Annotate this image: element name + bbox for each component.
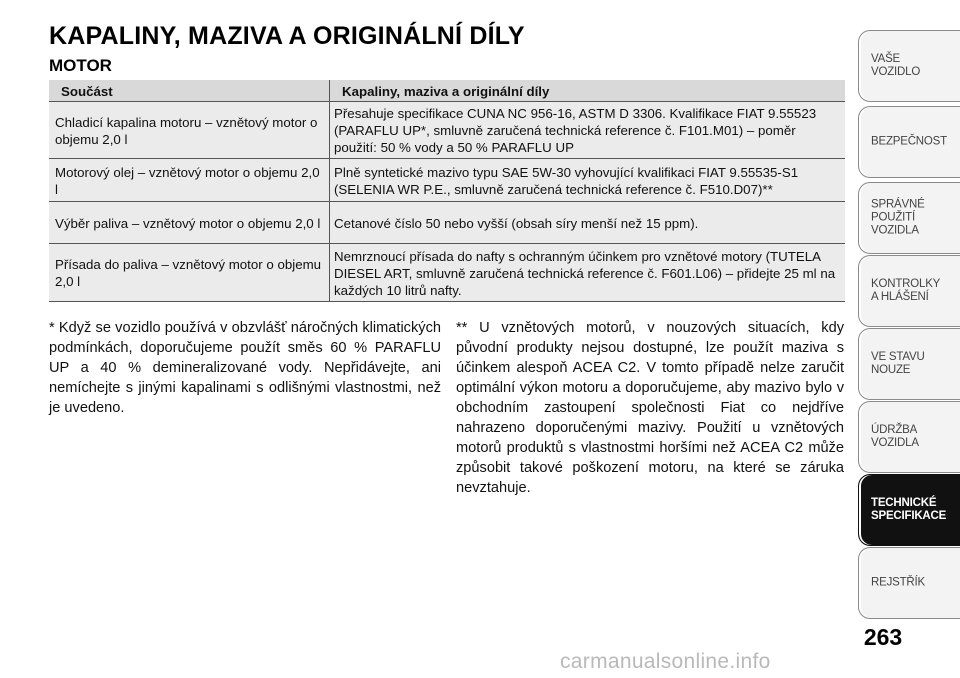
tab-udrzba-vozidla[interactable] [858,401,960,473]
tab-vase-vozidlo[interactable] [858,30,960,102]
cell-spec: Plně syntetické mazivo typu SAE 5W-30 vyhovující kvalifikaci FIAT 9.55535-S1 (SELENIA WR P.E., smluvně zaručená technická reference č. F510.D07)** [330,159,846,202]
cell-part: Chladicí kapalina motoru – vznětový motor o objemu 2,0 l [49,102,330,159]
cell-part: Motorový olej – vznětový motor o objemu 2,0 l [49,159,330,202]
tab-label: VAŠE VOZIDLO [871,53,921,78]
column-header-part: Součást [49,80,330,102]
tab-label: REJSTŘÍK [871,576,925,589]
table-header-row [49,80,845,102]
watermark: carmanualsonline.info [560,650,771,673]
page-number: 263 [863,624,903,650]
table-row [49,159,845,202]
tab-label: SPRÁVNÉ POUŽITÍ VOZIDLA [871,198,925,237]
tab-rejstrik[interactable] [858,547,960,619]
cell-part: Výběr paliva – vznětový motor o objemu 2,0 l [49,202,330,244]
tab-spravne-pouziti-vozidla[interactable] [858,182,960,254]
column-header-spec: Kapaliny, maziva a originální díly [330,80,846,102]
tab-kontrolky-a-hlaseni[interactable] [858,255,960,327]
tab-label: BEZPEČNOST [871,135,947,148]
cell-spec: Přesahuje specifikace CUNA NC 956-16, ASTM D 3306. Kvalifikace FIAT 9.55523 (PARAFLU UP*, smluvně zaručená technická reference č. F101.M01) – poměr použití: 50 % vody a 50 % PARAFLU UP [330,102,846,159]
tab-label: TECHNICKÉ SPECIFIKACE [871,497,947,522]
tab-technicke-specifikace[interactable] [858,474,960,546]
cell-spec: Nemrznoucí přísada do nafty s ochranným účinkem pro vznětové motory (TUTELA DIESEL ART, smluvně zaručená technická reference č. F601.L06) – přidejte 25 ml na každých 10 litrů nafty. [330,244,846,302]
cell-spec: Cetanové číslo 50 nebo vyšší (obsah síry menší než 15 ppm). [330,202,846,244]
tab-bezpecnost[interactable] [858,106,960,178]
footnote-single-asterisk: * Když se vozidlo používá v obzvlášť náročných klimatických podmínkách, doporučujeme použít směs 60 % PARAFLU UP a 40 % demineralizované vody. Nepřidávejte, ani nemíchejte s jinými kapalinami s odlišnými vlastnostmi, než je uvedeno. [49,320,441,416]
table-row [49,244,845,302]
tab-label: KONTROLKY A HLÁŠENÍ [871,278,941,303]
table-row [49,202,845,244]
table-row [49,102,845,159]
tab-label: ÚDRŽBA VOZIDLA [871,424,919,449]
tab-ve-stavu-nouze[interactable] [858,328,960,400]
page-title: KAPALINY, MAZIVA A ORIGINÁLNÍ DÍLY [49,22,525,50]
specification-table [49,80,845,302]
cell-part: Přísada do paliva – vznětový motor o objemu 2,0 l [49,244,330,302]
tab-label: VE STAVU NOUZE [871,351,925,376]
footnote-double-asterisk: ** U vznětových motorů, v nouzových situacích, kdy původní produkty nejsou dostupné, lze použít maziva s účinkem alespoň ACEA C2. V tomto případě nelze zaručit optimální výkon motoru a doporučujeme, aby mazivo bylo v obchodním zastoupení společnosti Fiat co nejdříve nahrazeno doporučenými mazivy. Použití u vznětových motorů produktů s vlastnostmi horšími než ACEA C2 může způsobit takové poškození motoru, na které se záruka nevztahuje. [456,320,844,496]
section-title: MOTOR [49,56,112,75]
